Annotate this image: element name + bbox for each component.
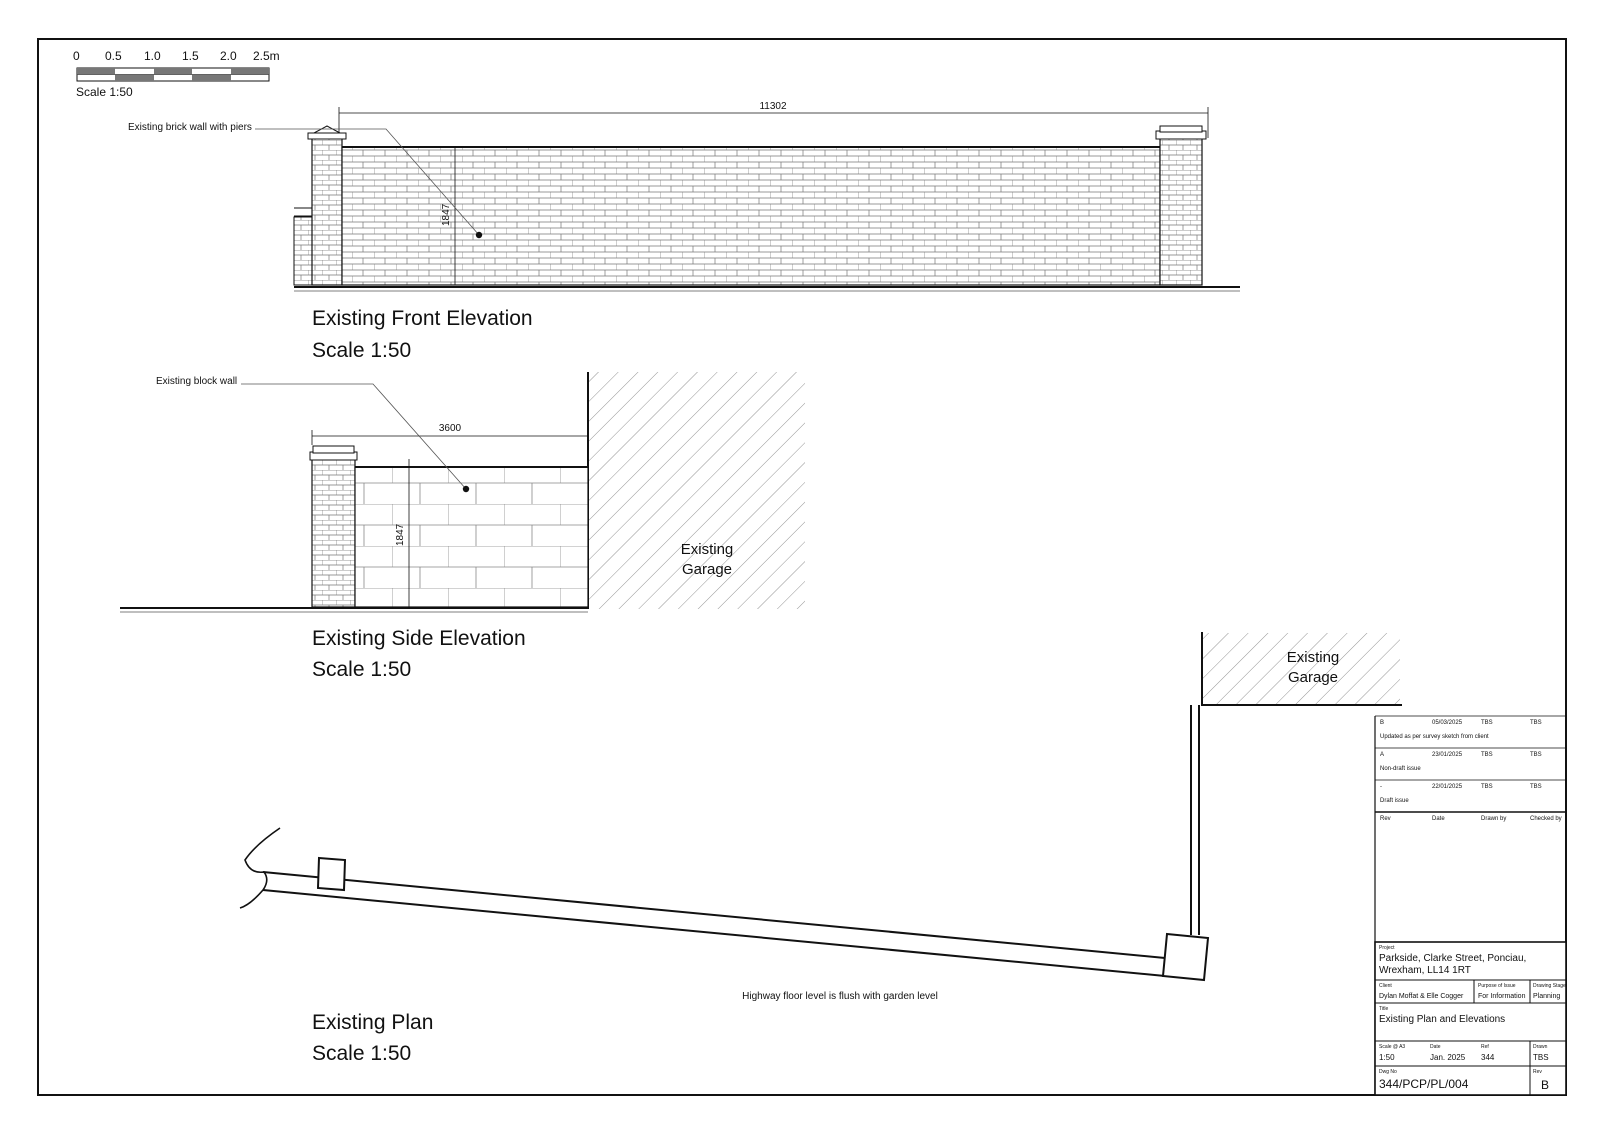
svg-text:Date: Date — [1432, 816, 1445, 822]
purpose-label: Purpose of Issue — [1478, 983, 1516, 989]
svg-text:Non-draft issue: Non-draft issue — [1380, 766, 1421, 772]
revision-row-b — [1380, 720, 1542, 740]
svg-text:TBS: TBS — [1481, 784, 1493, 790]
drawn-label: Drawn — [1533, 1044, 1548, 1050]
project-label: Project — [1379, 945, 1395, 951]
svg-text:Draft issue: Draft issue — [1380, 798, 1409, 804]
drawn-value: TBS — [1533, 1053, 1549, 1062]
svg-text:Checked by: Checked by — [1530, 816, 1562, 822]
side-garage-label-line1: Existing — [680, 541, 734, 558]
side-garage-label-line2: Garage — [681, 561, 733, 578]
front-height-dimension: 1847 — [441, 203, 452, 226]
svg-text:22/01/2025: 22/01/2025 — [1432, 784, 1463, 790]
project-line2: Wrexham, LL14 1RT — [1379, 965, 1471, 976]
date-value: Jan. 2025 — [1430, 1053, 1466, 1062]
scale-tick-1: 0.5 — [105, 49, 122, 63]
client-label: Client — [1379, 983, 1392, 989]
client-value: Dylan Moffat & Elle Cogger — [1379, 993, 1464, 1000]
title-block — [1375, 942, 1566, 1095]
title-label: Title — [1379, 1006, 1389, 1012]
front-elevation — [128, 101, 1240, 362]
ref-label: Ref — [1481, 1044, 1489, 1050]
side-pier — [312, 459, 355, 607]
stage-value: Planning — [1533, 993, 1561, 1000]
front-brick-wall — [342, 147, 1160, 285]
svg-text:Rev: Rev — [1380, 816, 1391, 822]
plan-left-pier — [318, 858, 345, 890]
front-width-dimension: 11302 — [759, 101, 787, 112]
plan-title: Existing Plan — [312, 1011, 434, 1034]
scale-value: 1:50 — [1379, 1053, 1395, 1062]
scale-bar — [73, 49, 280, 99]
svg-text:TBS: TBS — [1481, 720, 1493, 726]
scale-bar-label: Scale 1:50 — [76, 85, 133, 99]
scale-label: Scale @ A3 — [1379, 1044, 1406, 1050]
scale-tick-2: 1.0 — [144, 49, 161, 63]
side-elevation — [120, 372, 805, 681]
side-height-dimension: 1847 — [395, 523, 406, 546]
svg-text:Drawn by: Drawn by — [1481, 816, 1507, 822]
front-elevation-title: Existing Front Elevation — [312, 307, 533, 330]
date-label: Date — [1430, 1044, 1441, 1050]
existing-plan — [240, 632, 1402, 1065]
revision-row-dash — [1380, 784, 1542, 804]
revision-value: B — [1541, 1078, 1550, 1092]
plan-right-pier — [1163, 934, 1208, 980]
scale-tick-5: 2.5m — [253, 49, 280, 63]
side-wall-annotation: Existing block wall — [156, 376, 238, 387]
side-block-wall — [355, 467, 588, 607]
ref-value: 344 — [1481, 1053, 1495, 1062]
svg-text:TBS: TBS — [1530, 752, 1542, 758]
svg-text:TBS: TBS — [1481, 752, 1493, 758]
svg-text:23/01/2025: 23/01/2025 — [1432, 752, 1463, 758]
svg-text:TBS: TBS — [1530, 720, 1542, 726]
svg-text:Updated as per survey sketch f: Updated as per survey sketch from client — [1380, 734, 1489, 740]
revision-row-a — [1380, 752, 1542, 772]
dwg-label: Dwg No — [1379, 1069, 1397, 1075]
scale-tick-4: 2.0 — [220, 49, 237, 63]
purpose-value: For Information — [1478, 993, 1526, 1000]
plan-garage-label-line2: Garage — [1287, 669, 1339, 686]
plan-garage-label-line1: Existing — [1286, 649, 1340, 666]
drawing-number: 344/PCP/PL/004 — [1379, 1077, 1469, 1091]
plan-floor-level-note: Highway floor level is flush with garden level — [742, 991, 938, 1002]
plan-scale: Scale 1:50 — [312, 1042, 412, 1065]
svg-text:A: A — [1380, 752, 1385, 758]
rev-label: Rev — [1533, 1069, 1542, 1075]
side-elevation-title: Existing Side Elevation — [312, 627, 526, 650]
scale-tick-3: 1.5 — [182, 49, 199, 63]
svg-text:-: - — [1380, 784, 1382, 790]
side-width-dimension: 3600 — [438, 423, 462, 434]
revision-headers — [1380, 816, 1562, 822]
project-line1: Parkside, Clarke Street, Ponciau, — [1379, 953, 1527, 964]
front-elevation-scale: Scale 1:50 — [312, 339, 412, 362]
scale-tick-0: 0 — [73, 49, 80, 63]
svg-text:05/03/2025: 05/03/2025 — [1432, 720, 1463, 726]
front-left-pier — [312, 138, 342, 285]
drawing-title: Existing Plan and Elevations — [1379, 1014, 1506, 1025]
stage-label: Drawing Stage — [1533, 983, 1566, 989]
front-right-pier — [1160, 138, 1202, 285]
svg-text:B: B — [1380, 720, 1385, 726]
svg-text:TBS: TBS — [1530, 784, 1542, 790]
side-elevation-scale: Scale 1:50 — [312, 658, 412, 681]
front-wall-annotation: Existing brick wall with piers — [128, 122, 252, 133]
